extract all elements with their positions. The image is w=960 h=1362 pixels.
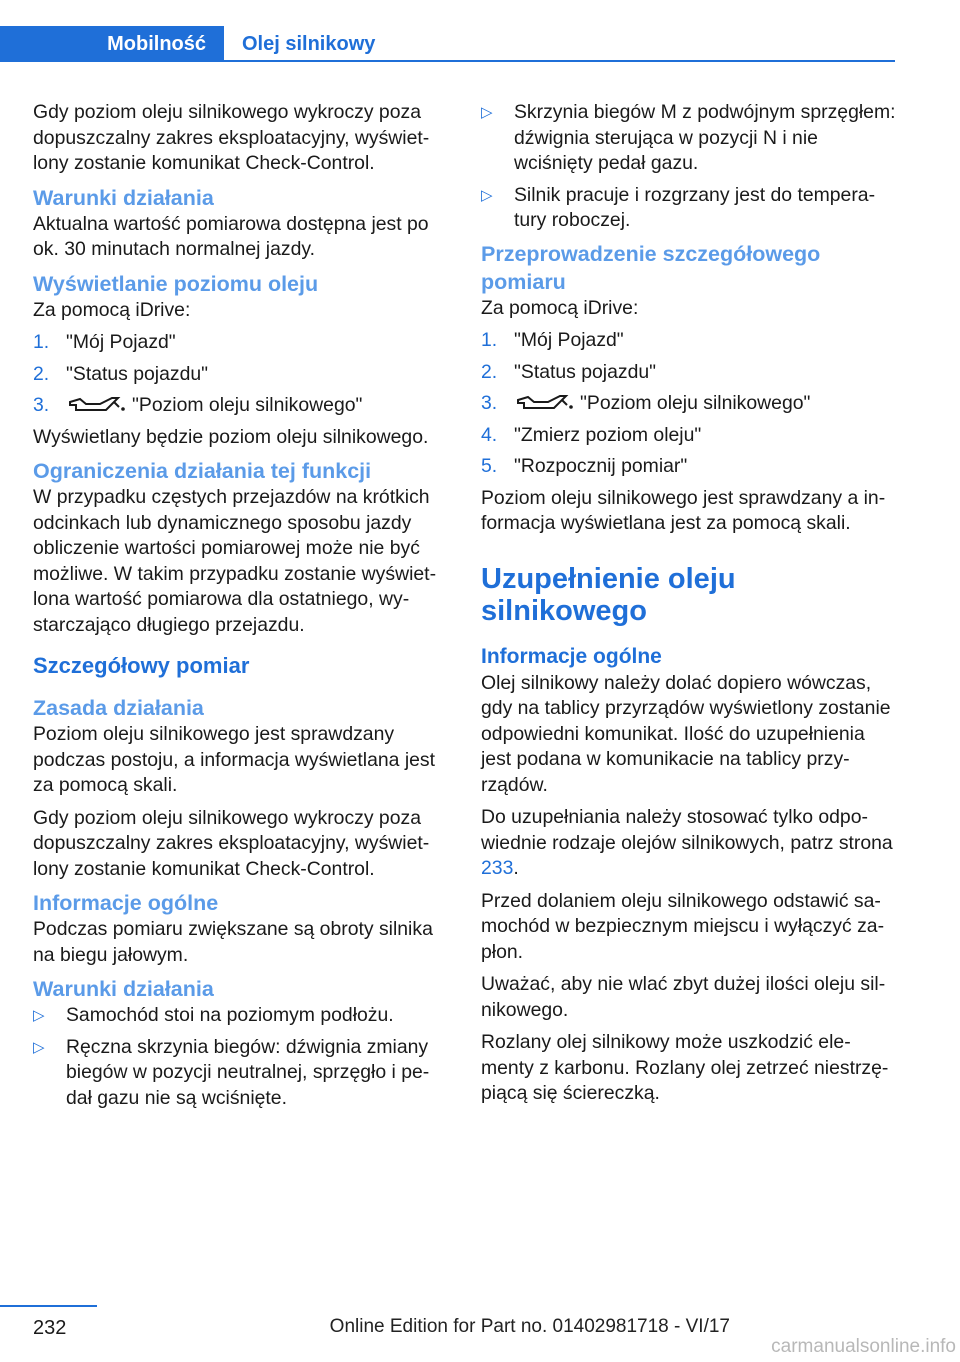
bullet-text: Samochód stoi na poziomym podłożu. xyxy=(66,1004,394,1026)
step-list xyxy=(481,328,896,480)
paragraph: Za pomocą iDrive: xyxy=(481,296,639,319)
subheading-warunki: Warunki działania xyxy=(33,185,214,210)
list-item xyxy=(481,183,896,234)
oil-can-icon xyxy=(514,392,574,412)
step-text: "Zmierz poziom oleju" xyxy=(514,423,702,446)
step-text: "Rozpocznij pomiar" xyxy=(514,455,688,477)
paragraph: Za pomocą iDrive: xyxy=(33,298,191,321)
edition-footer: Online Edition for Part no. 01402981718 - VI/17 xyxy=(329,1316,730,1337)
paragraph: Olej silnikowy należy dolać dopiero wówczas, gdy na tablicy przyrządów wyświetlony zostanie odpowiedni komunikat. Ilość do uzupełnienia jest podana w komunikacie na tablicy przyrządów. xyxy=(481,671,891,796)
list-item xyxy=(33,393,448,419)
step-number: 2. xyxy=(33,362,50,385)
oil-can-icon xyxy=(66,394,126,414)
right-column xyxy=(481,100,896,1114)
list-item xyxy=(33,1003,448,1029)
step-number: 4. xyxy=(481,423,498,446)
paragraph: Podczas pomiaru zwiększane są obroty silnika na biegu jałowym. xyxy=(33,918,433,966)
watermark: carmanualsonline.info xyxy=(771,1336,956,1357)
list-item xyxy=(481,391,896,417)
step-list xyxy=(33,330,448,419)
step-number: 2. xyxy=(481,360,498,383)
subheading-zasada: Zasada działania xyxy=(33,696,204,720)
bullet-text: Skrzynia biegów M z podwójnym sprzęgłem: dźwignia sterująca w pozycji N i nie wciśnięty pedał gazu. xyxy=(514,101,896,174)
paragraph: Aktualna wartość pomiarowa dostępna jest po ok. 30 minutach normalnej jazdy. xyxy=(33,212,429,260)
step-text: "Poziom oleju silnikowego" xyxy=(580,392,811,414)
triangle-bullet-icon: ▷ xyxy=(481,186,493,204)
paragraph: Poziom oleju silnikowego jest sprawdzany podczas postoju, a informacja wyświetlana jest za pomocą skali. xyxy=(33,723,436,796)
list-item xyxy=(481,328,896,354)
paragraph: Gdy poziom oleju silnikowego wykroczy poza dopuszczalny zakres eksploatacyjny, wyświetlony zostanie komunikat Check-Control. xyxy=(33,101,430,174)
bullet-text: Silnik pracuje i rozgrzany jest do temperatury roboczej. xyxy=(514,183,876,231)
paragraph: Uważać, aby nie wlać zbyt dużej ilości oleju silnikowego. xyxy=(481,973,886,1021)
triangle-bullet-icon: ▷ xyxy=(481,104,493,121)
paragraph: Poziom oleju silnikowego jest sprawdzany a informacja wyświetlana jest za pomocą skali. xyxy=(481,486,886,534)
step-text: "Status pojazdu" xyxy=(514,360,657,383)
page-header xyxy=(0,26,895,62)
paragraph-text: Do uzupełniania należy stosować tylko odpowiednie rodzaje olejów silnikowych, patrz strona xyxy=(481,806,893,854)
section-heading-uzupelnienie: Uzupełnienie oleju silnikowego xyxy=(481,562,736,627)
list-item xyxy=(33,330,448,356)
paragraph-text: . xyxy=(513,857,519,879)
left-column xyxy=(33,100,448,1117)
step-text: "Poziom oleju silnikowego" xyxy=(132,394,363,416)
step-text: "Mój Pojazd" xyxy=(514,329,624,351)
paragraph: W przypadku częstych przejazdów na krótkich odcinkach lub dynamicznego sposobu jazdy obliczenie wartości pomiarowej może nie być możliwe. W takim przypadku zostanie wyświetlona wartość pomiarowa dla ostatniego, wystarczająco długiego przejazdu. xyxy=(33,486,437,636)
paragraph: Gdy poziom oleju silnikowego wykroczy poza dopuszczalny zakres eksploatacyjny, wyświetlony zostanie komunikat Check-Control. xyxy=(33,806,430,880)
chapter-tab: Olej silnikowy xyxy=(242,32,376,55)
step-text: "Mój Pojazd" xyxy=(66,331,176,353)
subheading-przeprowadzenie: Przeprowadzenie szczegółowego pomiaru xyxy=(481,241,821,294)
list-item xyxy=(481,423,896,449)
paragraph: Rozlany olej silnikowy może uszkodzić elementy z karbonu. Rozlany olej zetrzeć niestrzępiącą się ściereczką. xyxy=(481,1031,889,1104)
list-item xyxy=(481,360,896,386)
bullet-text: Ręczna skrzynia biegów: dźwignia zmiany biegów w pozycji neutralnej, sprzęgło i pedał gazu nie są wciśnięte. xyxy=(66,1035,430,1109)
step-text: "Status pojazdu" xyxy=(66,362,209,385)
subheading-wyswietlanie: Wyświetlanie poziomu oleju xyxy=(33,271,319,296)
step-number: 1. xyxy=(481,329,498,351)
bullet-list xyxy=(33,1003,448,1111)
paragraph xyxy=(481,805,896,882)
list-item xyxy=(481,100,896,177)
paragraph: Wyświetlany będzie poziom oleju silnikowego. xyxy=(33,425,429,448)
triangle-bullet-icon: ▷ xyxy=(33,1038,45,1056)
list-item xyxy=(481,454,896,480)
header-rule xyxy=(0,60,895,62)
page-number: 232 xyxy=(33,1317,67,1339)
section-tab: Mobilność xyxy=(0,26,224,62)
step-number: 3. xyxy=(481,392,498,414)
step-number: 5. xyxy=(481,455,498,477)
list-item xyxy=(33,362,448,388)
triangle-bullet-icon: ▷ xyxy=(33,1007,45,1024)
bullet-list xyxy=(481,100,896,234)
subheading-informacje: Informacje ogólne xyxy=(481,644,662,668)
subheading-informacje: Informacje ogólne xyxy=(33,891,219,915)
heading-szczegolowy: Szczegółowy pomiar xyxy=(33,653,250,678)
page-number-rule xyxy=(0,1305,97,1307)
step-number: 3. xyxy=(33,394,50,416)
list-item xyxy=(33,1035,448,1112)
page-link[interactable]: 233 xyxy=(481,857,514,879)
step-number: 1. xyxy=(33,331,50,353)
subheading-warunki-2: Warunki działania xyxy=(33,977,214,1001)
paragraph: Przed dolaniem oleju silnikowego odstawić samochód w bezpiecznym miejscu i wyłączyć zapłon. xyxy=(481,889,885,963)
subheading-ograniczenia: Ograniczenia działania tej funkcji xyxy=(33,459,372,483)
